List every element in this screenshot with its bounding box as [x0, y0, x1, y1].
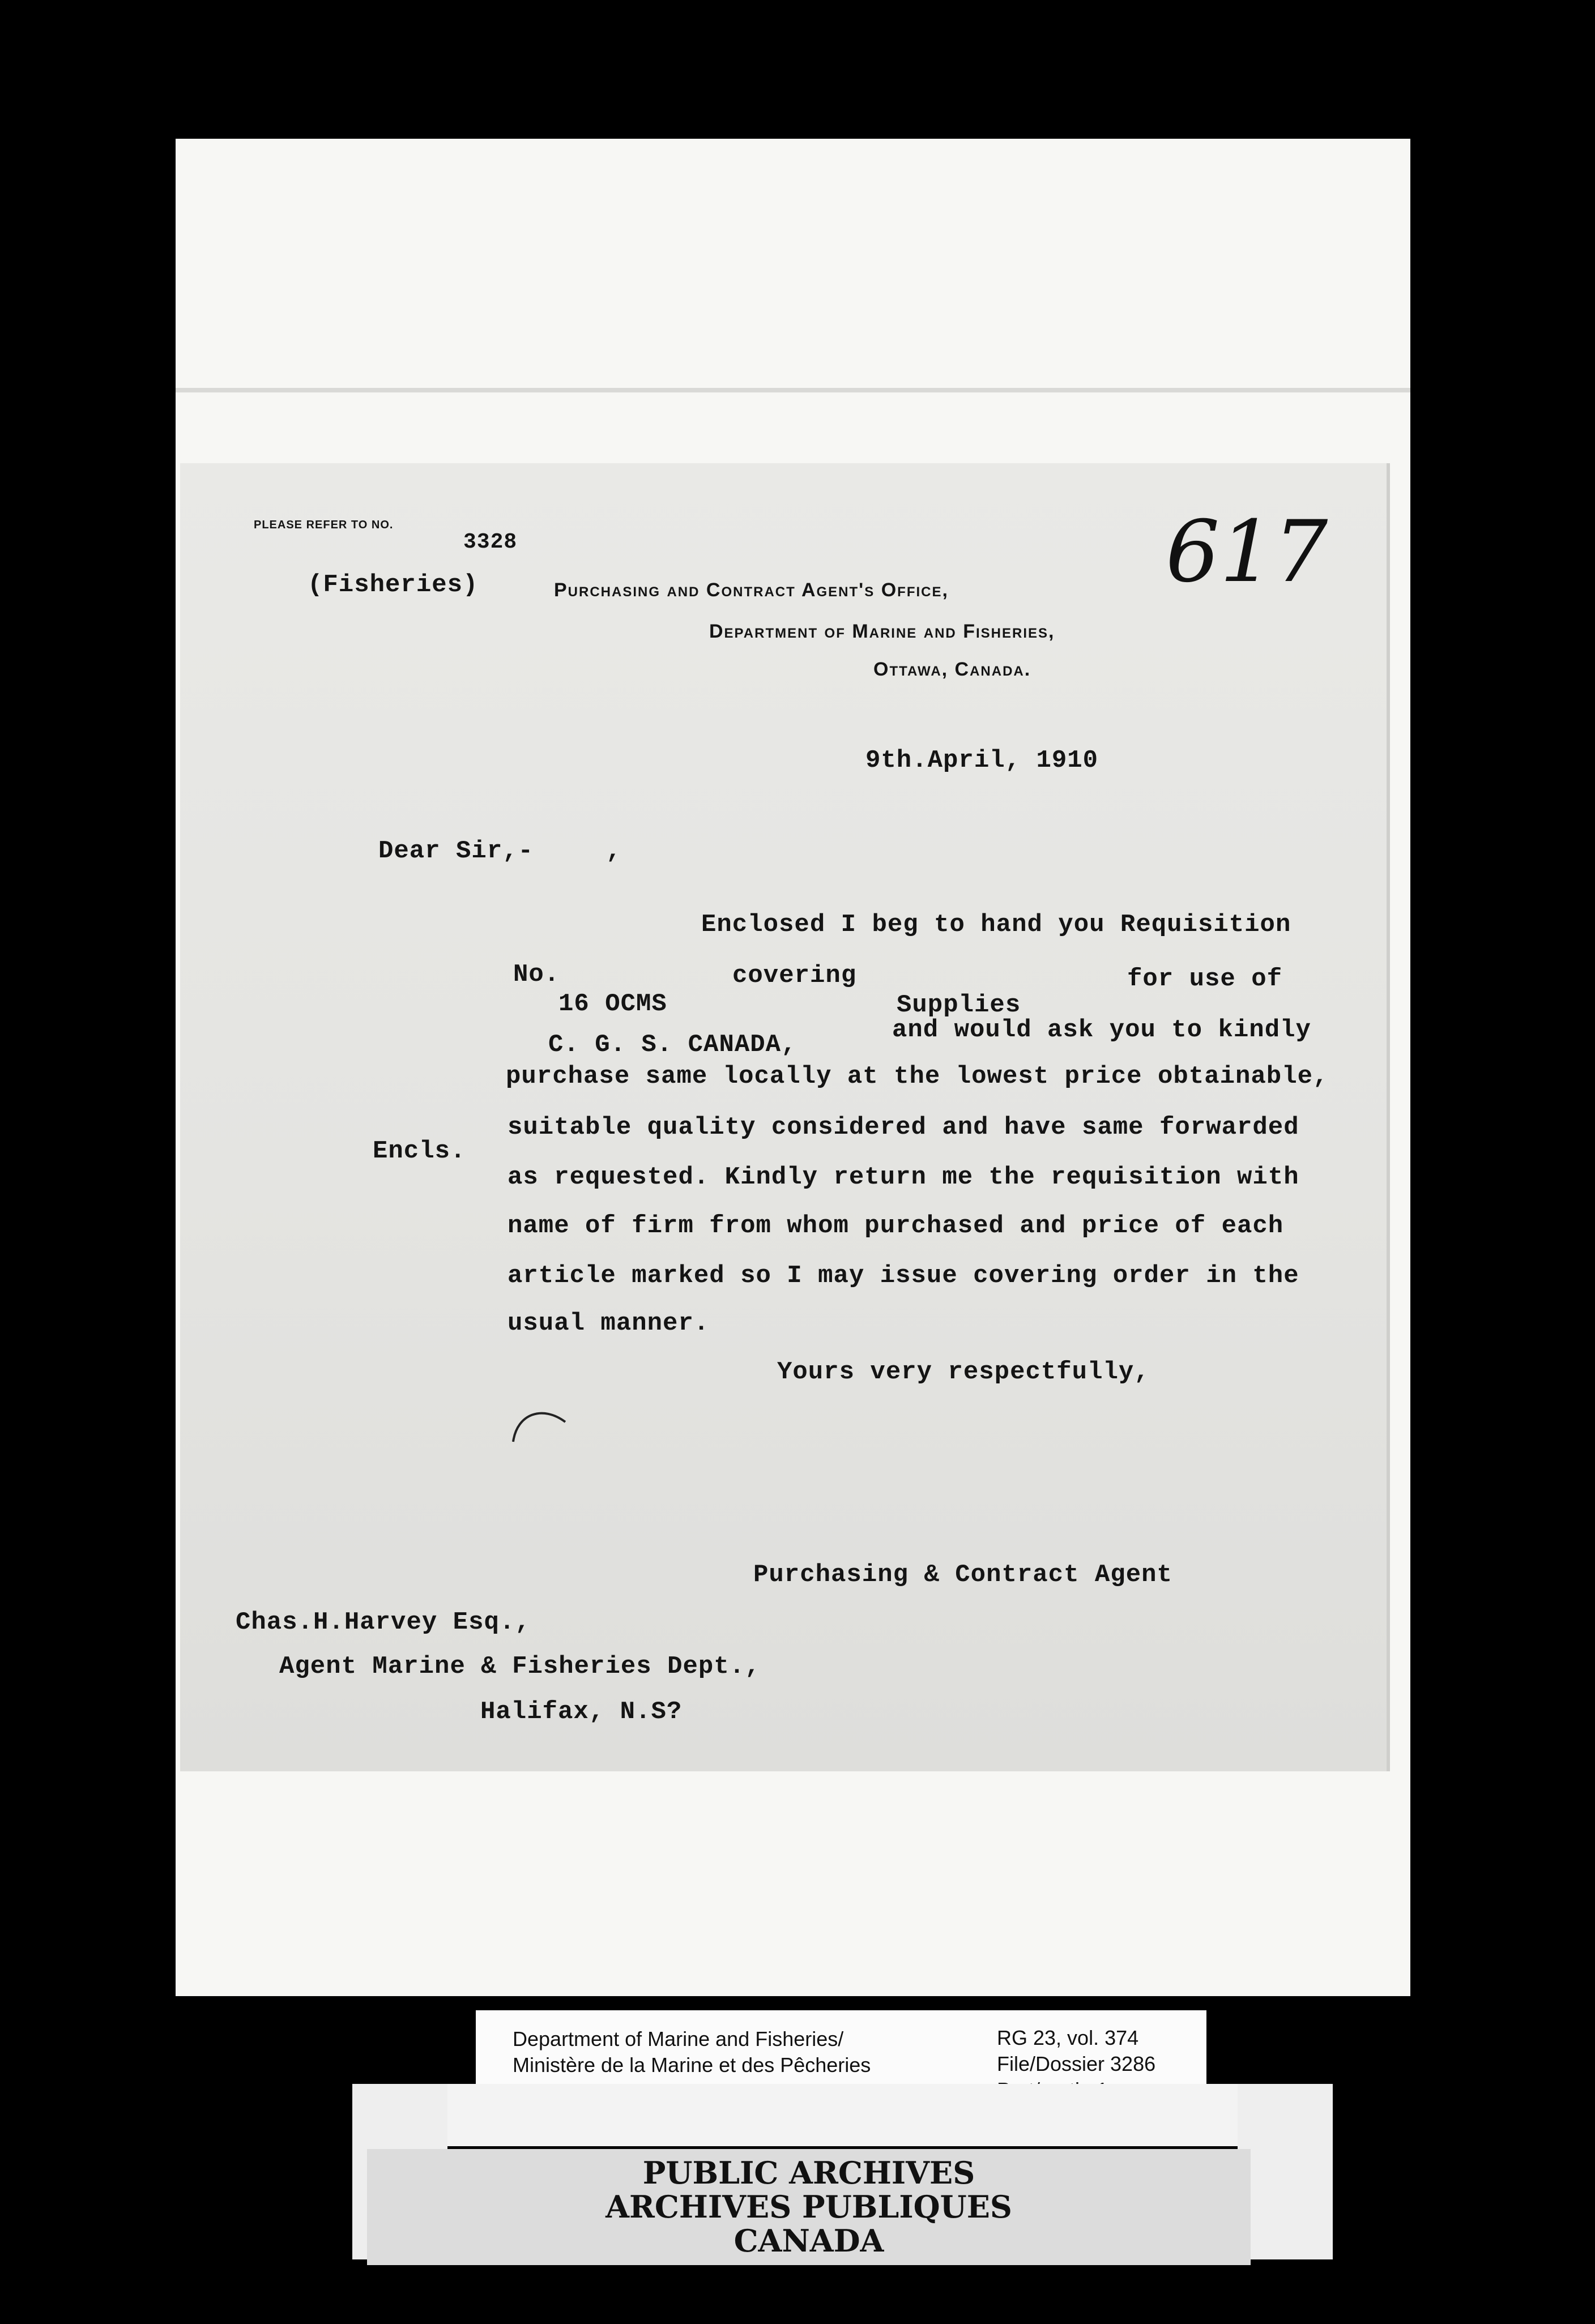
handwritten-folio-number: 617 — [1166, 503, 1328, 601]
signature-title: Purchasing & Contract Agent — [753, 1561, 1172, 1589]
body-line-8: usual manner. — [508, 1309, 710, 1338]
stamp-line-3: CANADA — [733, 2223, 884, 2259]
body-line-5: as requested. Kindly return me the requisition with — [508, 1163, 1299, 1191]
label-file: File/Dossier 3286 — [997, 2052, 1156, 2075]
letter-page — [180, 463, 1387, 1771]
branch-label: (Fisheries) — [308, 571, 479, 599]
requisition-number: 16 OCMS — [558, 990, 667, 1018]
office-line-2: Department of Marine and Fisheries, — [709, 621, 1055, 642]
letter-date: 9th.April, 1910 — [865, 746, 1099, 775]
recipient-title: Agent Marine & Fisheries Dept., — [279, 1652, 761, 1681]
label-rg-volume: RG 23, vol. 374 — [997, 2026, 1139, 2049]
requisition-no-label: No. — [513, 960, 560, 989]
enclosures-label: Encls. — [373, 1137, 466, 1165]
pencil-mark-icon — [509, 1402, 571, 1447]
refer-number: 3328 — [463, 530, 518, 554]
supplies-label: Supplies — [897, 991, 1021, 1019]
label-dept-en: Department of Marine and Fisheries/ — [513, 2027, 844, 2050]
stamp-holder-bar — [352, 2084, 1332, 2146]
salutation-mark: , — [606, 837, 622, 865]
recipient-city: Halifax, N.S? — [480, 1698, 683, 1726]
refer-label: PLEASE REFER TO NO. — [254, 519, 394, 531]
closing: Yours very respectfully, — [777, 1358, 1150, 1386]
stamp-line-2: ARCHIVES PUBLIQUES — [605, 2189, 1012, 2225]
body-line-4: suitable quality considered and have same forwarded — [508, 1113, 1299, 1142]
body-line-1: Enclosed I beg to hand you Requisition — [701, 911, 1291, 939]
body-line-7: article marked so I may issue covering order in the — [508, 1262, 1299, 1290]
ship-name: C. G. S. CANADA, — [548, 1031, 797, 1059]
stamp-line-1: PUBLIC ARCHIVES — [642, 2155, 975, 2191]
stamp-holder-right — [1238, 2084, 1333, 2259]
body-line-kindly: and would ask you to kindly — [892, 1016, 1311, 1044]
office-line-1: Purchasing and Contract Agent's Office, — [554, 579, 949, 601]
recipient-name: Chas.H.Harvey Esq., — [236, 1608, 531, 1637]
office-line-3: Ottawa, Canada. — [873, 659, 1031, 680]
archive-stamp — [367, 2149, 1251, 2265]
for-use-of: for use of — [1127, 965, 1283, 993]
body-line-3: purchase same locally at the lowest price obtainable, — [506, 1062, 1329, 1091]
body-line-6: name of firm from whom purchased and price of each — [508, 1212, 1284, 1240]
label-dept-fr: Ministère de la Marine et des Pêcheries — [513, 2053, 871, 2077]
covering-label: covering — [732, 962, 857, 990]
salutation: Dear Sir,- — [378, 837, 534, 865]
